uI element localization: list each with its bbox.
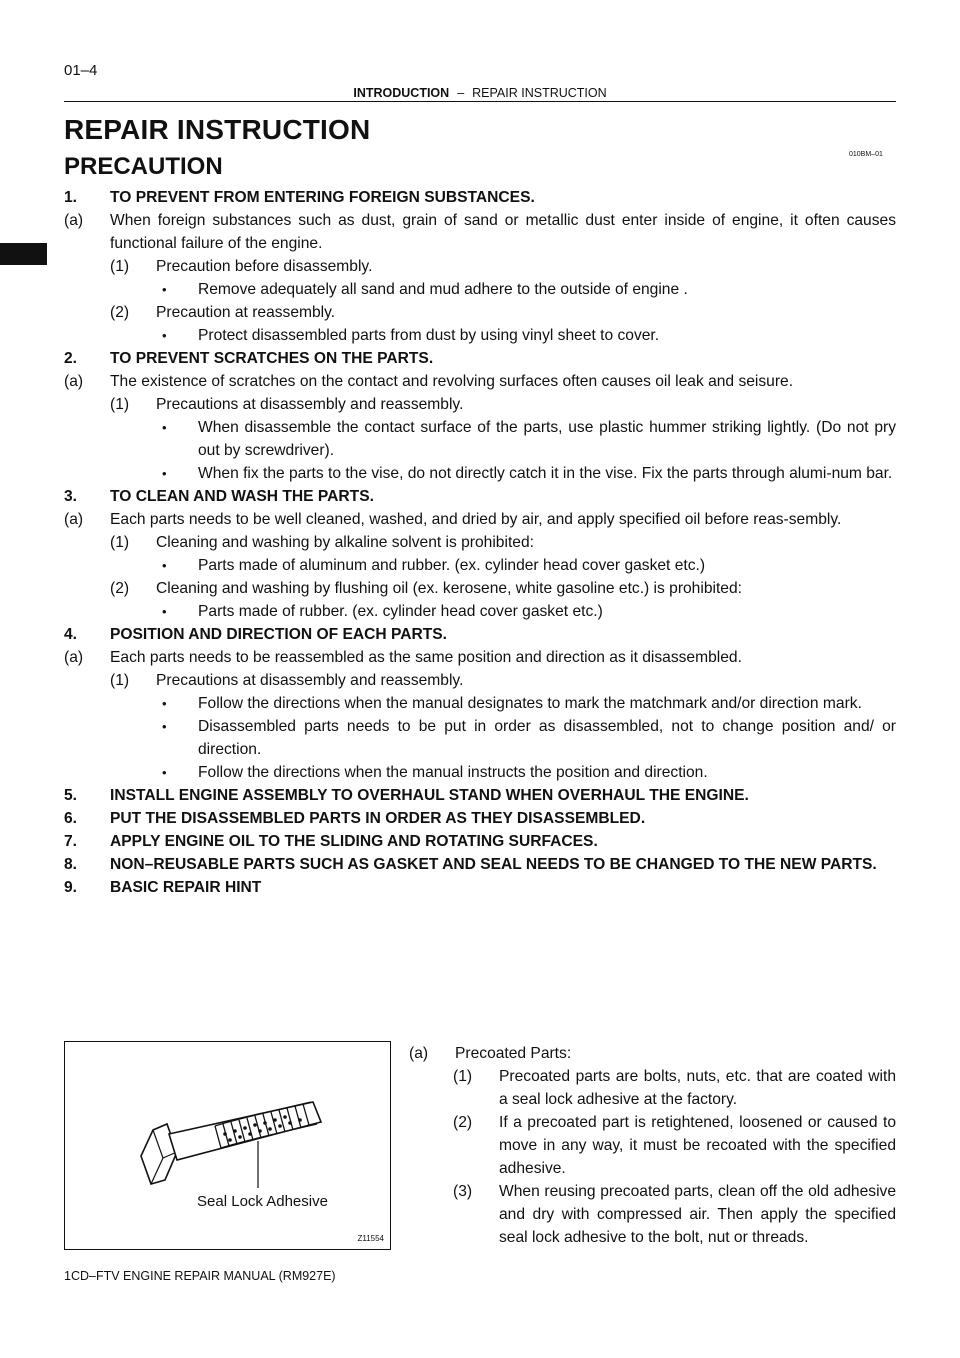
- item-text: Cleaning and washing by alkaline solvent is prohibited:: [156, 534, 534, 551]
- bullet-icon: •: [162, 765, 167, 780]
- section-tab-marker: [0, 243, 47, 265]
- hint-point-text: When reusing precoated parts, clean off the old adhesive and dry with compressed air. Then apply the specified seal lock adhesive to the bolt, nut or threads.: [499, 1183, 896, 1246]
- hint-a-text: Precoated Parts:: [455, 1045, 572, 1062]
- item-text: PUT THE DISASSEMBLED PARTS IN ORDER AS THEY DISASSEMBLED.: [110, 810, 646, 827]
- step-heading: [64, 186, 896, 209]
- step-heading: [64, 784, 896, 807]
- list-item: [64, 255, 896, 278]
- hint-point: [409, 1111, 896, 1180]
- item-number: 5.: [64, 787, 78, 804]
- item-text: Follow the directions when the manual instructs the position and direction.: [198, 764, 708, 781]
- hint-point-number: (2): [453, 1114, 473, 1131]
- item-number: (2): [110, 304, 130, 321]
- item-number: 6.: [64, 810, 78, 827]
- list-item: [64, 577, 896, 600]
- bullet-item: [64, 324, 896, 347]
- step-heading: [64, 830, 896, 853]
- list-item: [64, 209, 896, 255]
- item-text: When foreign substances such as dust, grain of sand or metallic dust enter inside of engine, it often causes functional failure of the engine.: [110, 212, 896, 252]
- item-text: Cleaning and washing by flushing oil (ex. kerosene, white gasoline etc.) is prohibited:: [156, 580, 742, 597]
- step-heading: [64, 347, 896, 370]
- hint-point-text: Precoated parts are bolts, nuts, etc. that are coated with a seal lock adhesive at the factory.: [499, 1068, 896, 1108]
- item-text: TO PREVENT SCRATCHES ON THE PARTS.: [110, 350, 434, 367]
- bullet-icon: •: [162, 466, 167, 481]
- item-number: (a): [64, 649, 84, 666]
- item-number: (1): [110, 396, 130, 413]
- hint-point-number: (3): [453, 1183, 473, 1200]
- hint-point: [409, 1180, 896, 1249]
- item-text: When disassemble the contact surface of the parts, use plastic hummer striking lightly. (Do not pry out by screwdriver).: [198, 419, 896, 459]
- hint-point-number: (1): [453, 1068, 473, 1085]
- bullet-icon: •: [162, 282, 167, 297]
- bullet-item: [64, 416, 896, 462]
- item-number: 3.: [64, 488, 78, 505]
- basic-repair-hint: [409, 1042, 896, 1249]
- item-text: Precaution at reassembly.: [156, 304, 336, 321]
- item-text: Each parts needs to be well cleaned, washed, and dried by air, and apply specified oil before reas-sembly.: [110, 511, 842, 528]
- item-text: NON–REUSABLE PARTS SUCH AS GASKET AND SEAL NEEDS TO BE CHANGED TO THE NEW PARTS.: [110, 856, 877, 873]
- item-text: POSITION AND DIRECTION OF EACH PARTS.: [110, 626, 448, 643]
- step-heading: [64, 623, 896, 646]
- list-item: [64, 370, 896, 393]
- bullet-item: [64, 761, 896, 784]
- item-text: BASIC REPAIR HINT: [110, 879, 262, 896]
- step-heading: [64, 853, 896, 876]
- item-number: (a): [64, 511, 84, 528]
- item-text: Parts made of aluminum and rubber. (ex. cylinder head cover gasket etc.): [198, 557, 706, 574]
- list-item: [64, 301, 896, 324]
- item-number: 7.: [64, 833, 78, 850]
- bullet-icon: •: [162, 604, 167, 619]
- bullet-icon: •: [162, 328, 167, 343]
- item-text: TO PREVENT FROM ENTERING FOREIGN SUBSTANCES.: [110, 189, 535, 206]
- item-text: INSTALL ENGINE ASSEMBLY TO OVERHAUL STAND WHEN OVERHAUL THE ENGINE.: [110, 787, 749, 804]
- item-number: (2): [110, 580, 130, 597]
- footer-manual-id: 1CD–FTV ENGINE REPAIR MANUAL (RM927E): [64, 1269, 336, 1283]
- bolt-illustration: [65, 1042, 389, 1248]
- hint-point-text: If a precoated part is retightened, loosened or caused to move in any way, it must be recoated with the specified adhesive.: [499, 1114, 896, 1177]
- item-text: Follow the directions when the manual designates to mark the matchmark and/or direction mark.: [198, 695, 862, 712]
- item-number: 9.: [64, 879, 78, 896]
- item-text: Precautions at disassembly and reassembly.: [156, 672, 464, 689]
- figure-label: Seal Lock Adhesive: [197, 1193, 328, 1210]
- item-text: APPLY ENGINE OIL TO THE SLIDING AND ROTATING SURFACES.: [110, 833, 598, 850]
- hint-a-row: [409, 1042, 896, 1065]
- bullet-icon: •: [162, 420, 167, 435]
- bullet-icon: •: [162, 558, 167, 573]
- bullet-item: [64, 278, 896, 301]
- item-text: Remove adequately all sand and mud adhere to the outside of engine .: [198, 281, 688, 298]
- bullet-item: [64, 462, 896, 485]
- section-subtitle: PRECAUTION: [64, 153, 223, 180]
- bullet-icon: •: [162, 696, 167, 711]
- figure-code: Z11554: [357, 1234, 384, 1243]
- item-text: When fix the parts to the vise, do not directly catch it in the vise. Fix the parts through alumi-num bar.: [198, 465, 893, 482]
- item-text: Disassembled parts needs to be put in order as disassembled, not to change position and/ or direction.: [198, 718, 896, 758]
- document-id: 010BM–01: [849, 151, 883, 158]
- bullet-item: [64, 715, 896, 761]
- item-number: 8.: [64, 856, 78, 873]
- step-heading: [64, 807, 896, 830]
- item-number: (1): [110, 534, 130, 551]
- bullet-item: [64, 600, 896, 623]
- bullet-item: [64, 554, 896, 577]
- step-heading: [64, 876, 896, 899]
- item-text: The existence of scratches on the contact and revolving surfaces often causes oil leak and seisure.: [110, 373, 794, 390]
- header-section: INTRODUCTION: [353, 86, 450, 100]
- item-number: 2.: [64, 350, 78, 367]
- item-number: (1): [110, 258, 130, 275]
- item-number: (a): [64, 373, 84, 390]
- header-rule: [64, 101, 896, 102]
- item-text: Precautions at disassembly and reassembly.: [156, 396, 464, 413]
- bullet-item: [64, 692, 896, 715]
- item-text: Each parts needs to be reassembled as the same position and direction as it disassembled.: [110, 649, 742, 666]
- running-header: [0, 86, 960, 100]
- item-number: (1): [110, 672, 130, 689]
- step-heading: [64, 485, 896, 508]
- instruction-list: [64, 186, 896, 899]
- item-number: (a): [64, 212, 84, 229]
- page-number: 01–4: [64, 62, 98, 79]
- page-title: REPAIR INSTRUCTION: [64, 114, 371, 145]
- hint-point: [409, 1065, 896, 1111]
- hint-a-label: (a): [409, 1045, 429, 1062]
- item-text: Parts made of rubber. (ex. cylinder head cover gasket etc.): [198, 603, 603, 620]
- list-item: [64, 508, 896, 531]
- bullet-icon: •: [162, 719, 167, 734]
- list-item: [64, 393, 896, 416]
- item-text: TO CLEAN AND WASH THE PARTS.: [110, 488, 374, 505]
- item-text: Precaution before disassembly.: [156, 258, 373, 275]
- item-text: Protect disassembled parts from dust by using vinyl sheet to cover.: [198, 327, 660, 344]
- header-separator: –: [457, 86, 465, 100]
- list-item: [64, 669, 896, 692]
- item-number: 1.: [64, 189, 78, 206]
- header-subsection: REPAIR INSTRUCTION: [472, 86, 607, 100]
- item-number: 4.: [64, 626, 78, 643]
- list-item: [64, 646, 896, 669]
- list-item: [64, 531, 896, 554]
- hint-points: [409, 1065, 896, 1249]
- figure-seal-lock-bolt: [64, 1041, 391, 1250]
